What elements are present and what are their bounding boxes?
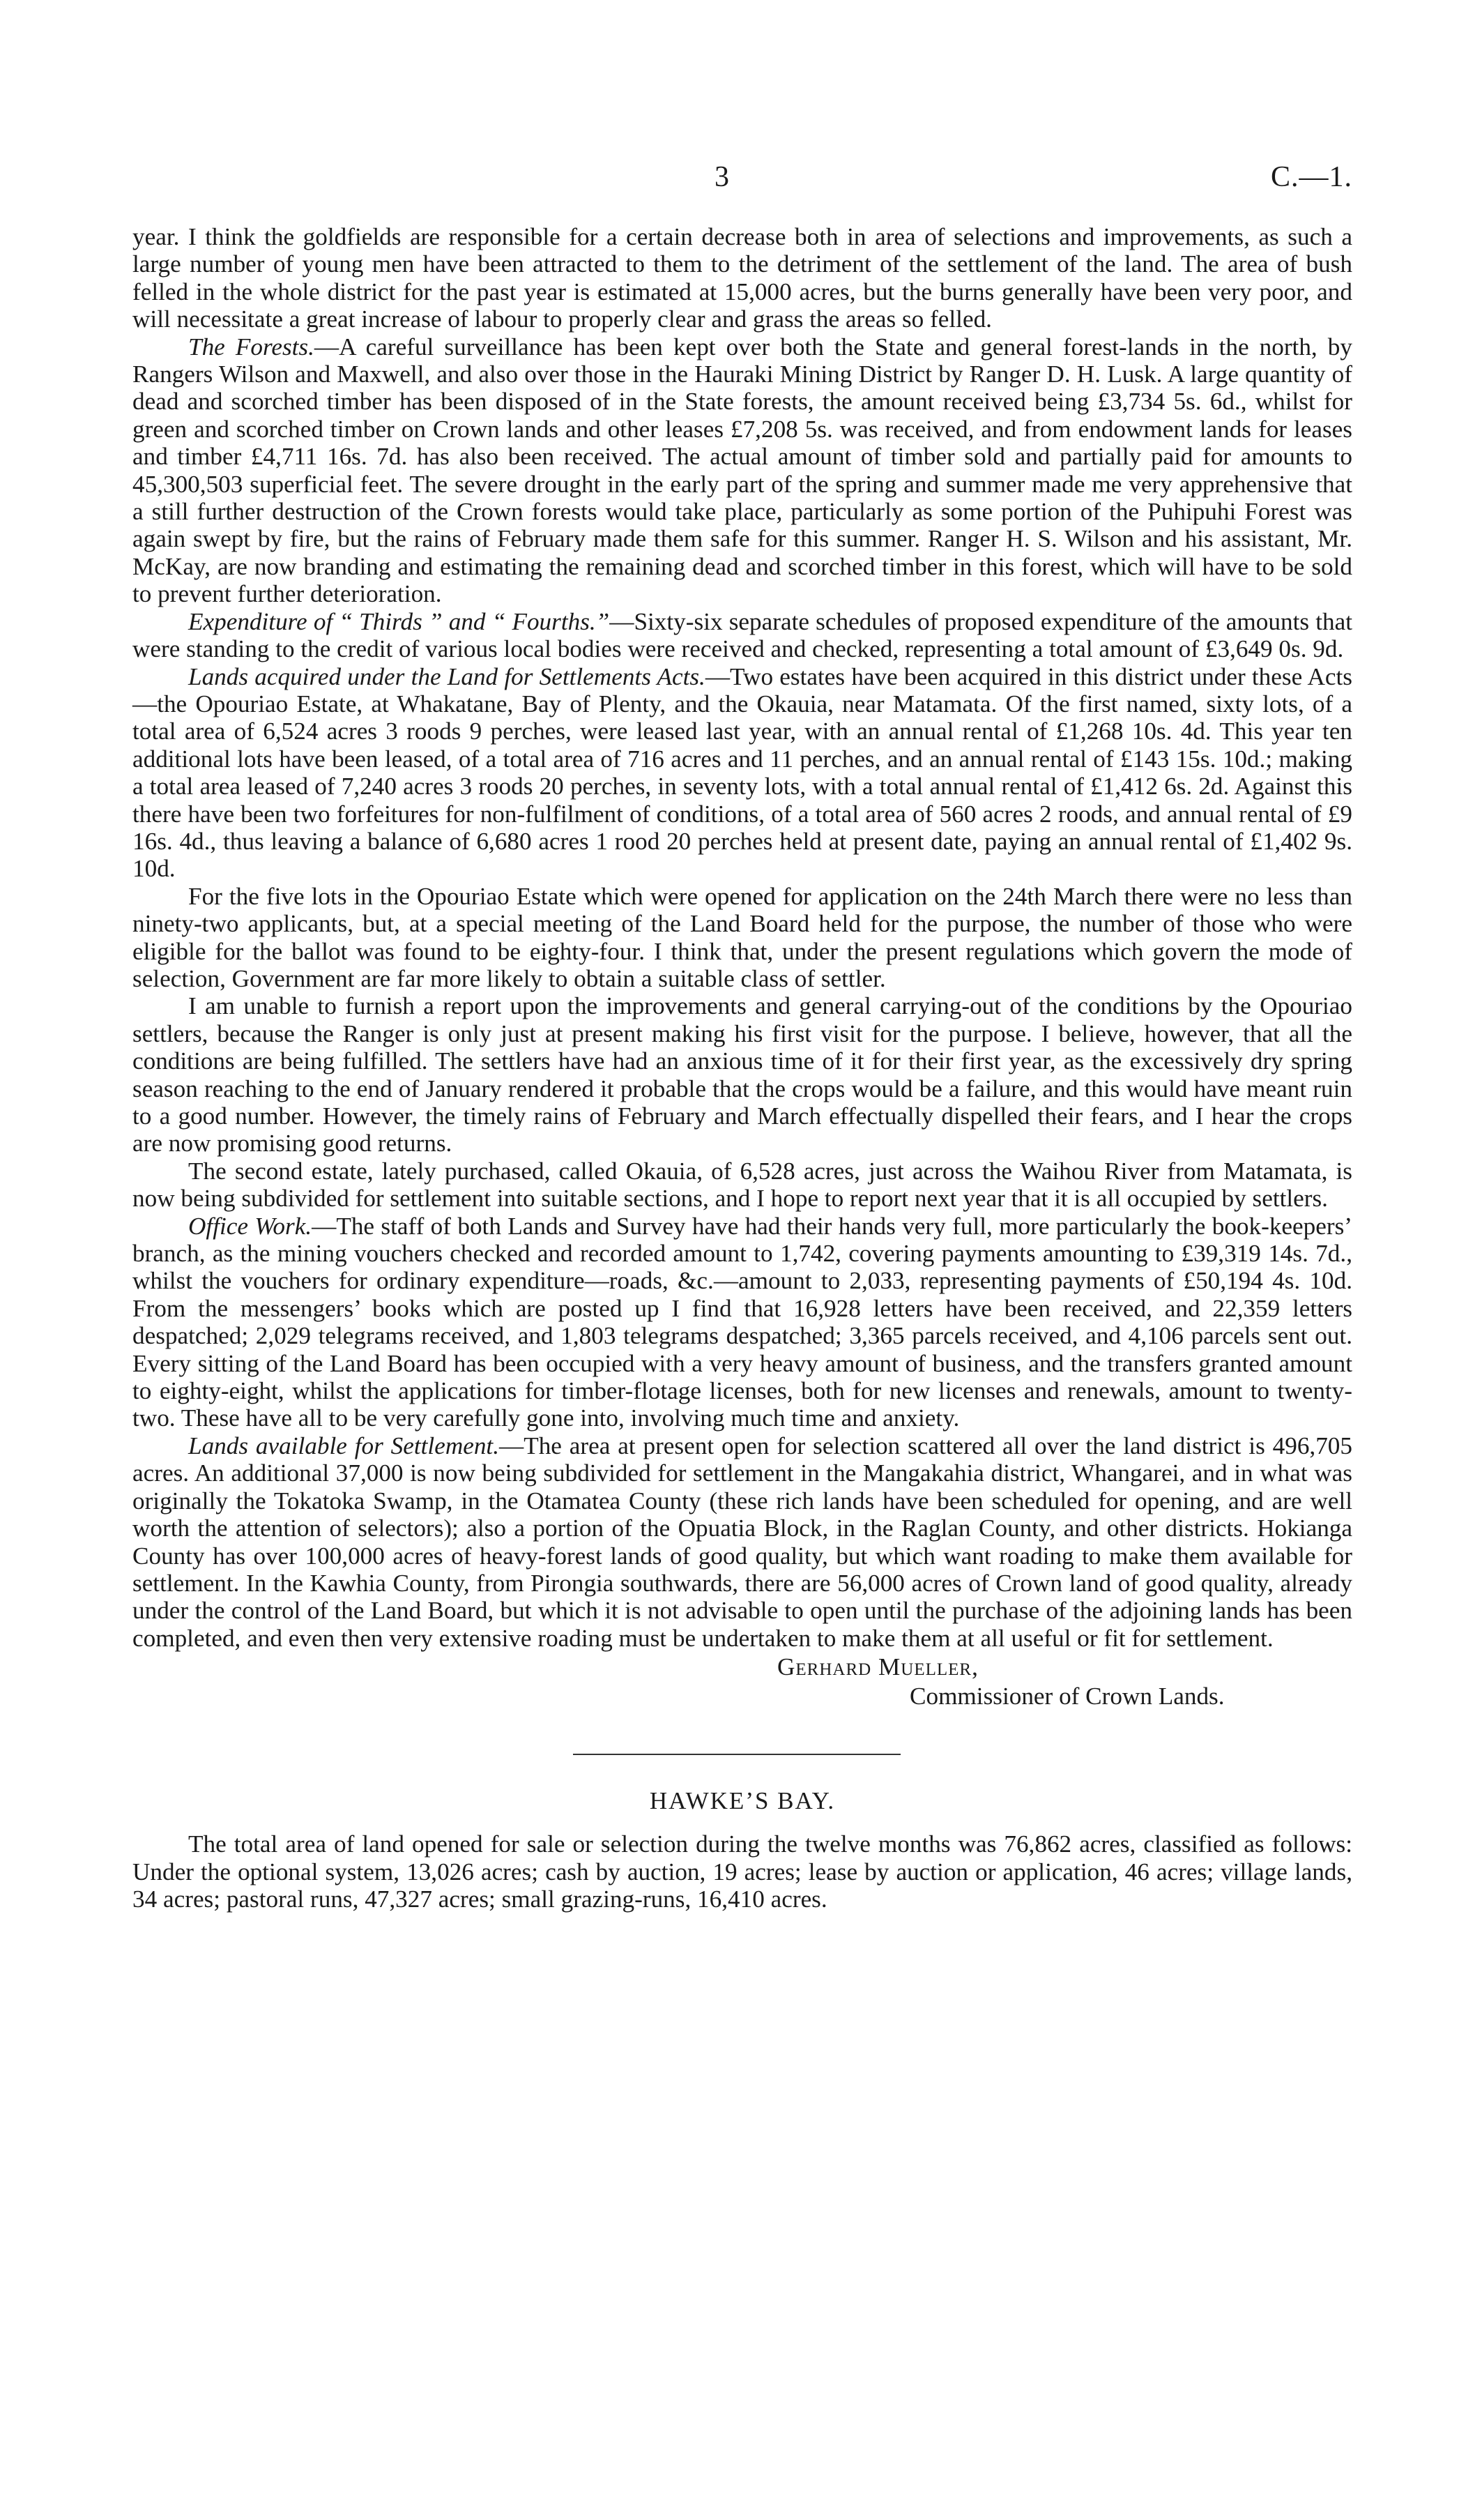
paragraph-text: For the five lots in the Opouriao Estate which were opened for application on the 24th March there were no less than ninety-two applicants, but, at a special meeting of the Land Board held for the purpose, the number of those who were eligible for the ballot was found to be eighty-four. I think that, under the present regulations which govern the mode of selection, Government are far more likely to obtain a suitable class of settler. [132, 882, 1352, 992]
paragraph-continuation [132, 223, 1352, 333]
signatory-name: Gerhard Mueller, [777, 1653, 979, 1681]
section-divider [573, 1754, 901, 1755]
paragraph-opouriao-settlers [132, 992, 1352, 1157]
paragraph-text: I am unable to furnish a report upon the improvements and general carrying-out of the conditions by the Opouriao settlers, because the Ranger is only just at present making his first visit for the purpose. I believe, however, that all the conditions are being fulfilled. The settlers have had an anxious time of it for their first year, as the excessively dry spring season reaching to the end of January rendered it probable that the crops would be a failure, and this would have meant ruin to a good number. However, the timely rains of February and March effectually dispelled their fears, and I hear the crops are now promising good returns. [132, 992, 1352, 1157]
signatory-title: Commissioner of Crown Lands. [910, 1683, 1225, 1710]
paragraph-text: year. I think the goldfields are responsible for a certain decrease both in area of selections and improvements, as such a large number of young men have been attracted to them to the detriment of the settlement of the land. The area of bush felled in the whole district for the past year is estimated at 15,000 acres, but the burns generally have been very poor, and will necessitate a great increase of labour to properly clear and grass the areas so felled. [132, 223, 1352, 333]
paragraph-heading: The Forests. [188, 333, 314, 360]
page-number: 3 [715, 161, 729, 193]
paragraph-heading: Lands available for Settlement. [188, 1432, 500, 1459]
paragraph-text: —Two estates have been acquired in this district under these Acts—the Opouriao Estate, at Whakatane, Bay of Plenty, and the Okauia, near Matamata. Of the first named, sixty lots, of a total area of 6,524 acres 3 roods 9 perches, were leased last year, with an annual rental of £1,268 10s. 4d. This year ten additional lots have been leased, of a total area of 716 acres and 11 perches, and an annual rental of £143 15s. 10d.; making a total area leased of 7,240 acres 3 roods 20 perches, in seventy lots, with a total annual rental of £1,412 6s. 2d. Against this there have been two forfeitures for non-fulfilment of conditions, of a total area of 560 acres 2 roods, and annual rental of £9 16s. 4d., thus leaving a balance of 6,680 acres 1 rood 20 perches held at present date, paying an annual rental of £1,402 9s. 10d. [132, 662, 1352, 883]
paragraph-text: The total area of land opened for sale or selection during the twelve months was 76,862 acres, classified as follows: Under the optional system, 13,026 acres; cash by auction, 19 acres; lease by auction or application, 46 acres; village lands, 34 acres; pastoral runs, 47,327 acres; small grazing-runs, 16,410 acres. [132, 1830, 1352, 1913]
paragraph-heading: Expenditure of “ Thirds ” and “ Fourths.” [188, 607, 610, 635]
paragraph-text: The second estate, lately purchased, called Okauia, of 6,528 acres, just across the Waihou River from Matamata, is now being subdivided for settlement into suitable sections, and I hope to report next year that it is all occupied by settlers. [132, 1157, 1352, 1213]
series-mark: C.—1. [1270, 161, 1352, 193]
paragraph-text: —Sixty-six separate schedules of proposed expenditure of the amounts that were standing to the credit of various local bodies were received and checked, representing a total amount of £3,649 0s. 9d. [132, 607, 1352, 663]
body-text [132, 223, 1352, 1652]
paragraph-okauia [132, 1157, 1352, 1213]
paragraph-heading: Lands acquired under the Land for Settlements Acts. [188, 662, 705, 690]
paragraph-text: —The staff of both Lands and Survey have had their hands very full, more particularly the book-keepers’ branch, as the mining vouchers checked and recorded amount to 1,742, covering payments amounting to £39,319 14s. 7d., whilst the vouchers for ordinary expenditure—roads, &c.—amount to 2,033, representing payments of £50,194 4s. 10d. From the messengers’ books which are posted up I find that 16,928 letters have been received, and 22,359 letters despatched; 2,029 telegrams received, and 1,803 telegrams despatched; 3,365 parcels received, and 4,106 parcels sent out. Every sitting of the Land Board has been occupied with a very heavy amount of business, and the transfers granted amount to eighty-eight, whilst the applications for timber-flotage licenses, both for new licenses and renewals, amount to twenty-two. These have all to be very carefully gone into, involving much time and anxiety. [132, 1212, 1352, 1432]
paragraph-heading: Office Work. [188, 1212, 312, 1240]
paragraph-lands-available [132, 1432, 1352, 1652]
paragraph-office-work [132, 1213, 1352, 1432]
paragraph-hawkes-bay [132, 1830, 1352, 1913]
page-header [132, 160, 1352, 209]
document-page [132, 160, 1352, 1913]
paragraph-text: —A careful surveillance has been kept over both the State and general forest-lands in the north, by Rangers Wilson and Maxwell, and also over those in the Hauraki Mining District by Ranger D. H. Lusk. A large quantity of dead and scorched timber has been disposed of in the State forests, the amount received being £3,734 5s. 6d., whilst for green and scorched timber on Crown lands and other leases £7,208 5s. was received, and from endowment lands for leases and timber £4,711 16s. 7d. has also been received. The actual amount of timber sold and partially paid for amounts to 45,300,503 superficial feet. The severe drought in the early part of the spring and summer made me very apprehensive that a still further destruction of the Crown forests would take place, particularly as some portion of the Puhipuhi Forest was again swept by fire, but the rains of February made them safe for this summer. Ranger H. S. Wilson and his assistant, Mr. McKay, are now branding and estimating the remaining dead and scorched timber in this forest, which will have to be sold to prevent further deterioration. [132, 333, 1352, 608]
paragraph-lands-acquired [132, 663, 1352, 883]
section-heading: HAWKE’S BAY. [649, 1787, 836, 1815]
paragraph-opouriao-lots [132, 883, 1352, 993]
paragraph-forests [132, 333, 1352, 608]
paragraph-text: —The area at present open for selection scattered all over the land district is 496,705 acres. An additional 37,000 is now being subdivided for settlement in the Mangakahia district, Whangarei, and in what was originally the Tokatoka Swamp, in the Otamatea County (these rich lands have been scheduled for opening, and are well worth the attention of selectors); also a portion of the Opuatia Block, in the Raglan County, and other districts. Hokianga County has over 100,000 acres of heavy-forest lands of good quality, but which want roading to make them available for settlement. In the Kawhia County, from Pirongia southwards, there are 56,000 acres of Crown land of good quality, already under the control of the Land Board, but which it is not advisable to open until the purchase of the adjoining lands has been completed, and even then very extensive roading must be undertaken to make them at all useful or fit for settlement. [132, 1432, 1352, 1652]
section-body [132, 1830, 1352, 1913]
signature-block [132, 1653, 1352, 1723]
paragraph-expenditure [132, 608, 1352, 663]
